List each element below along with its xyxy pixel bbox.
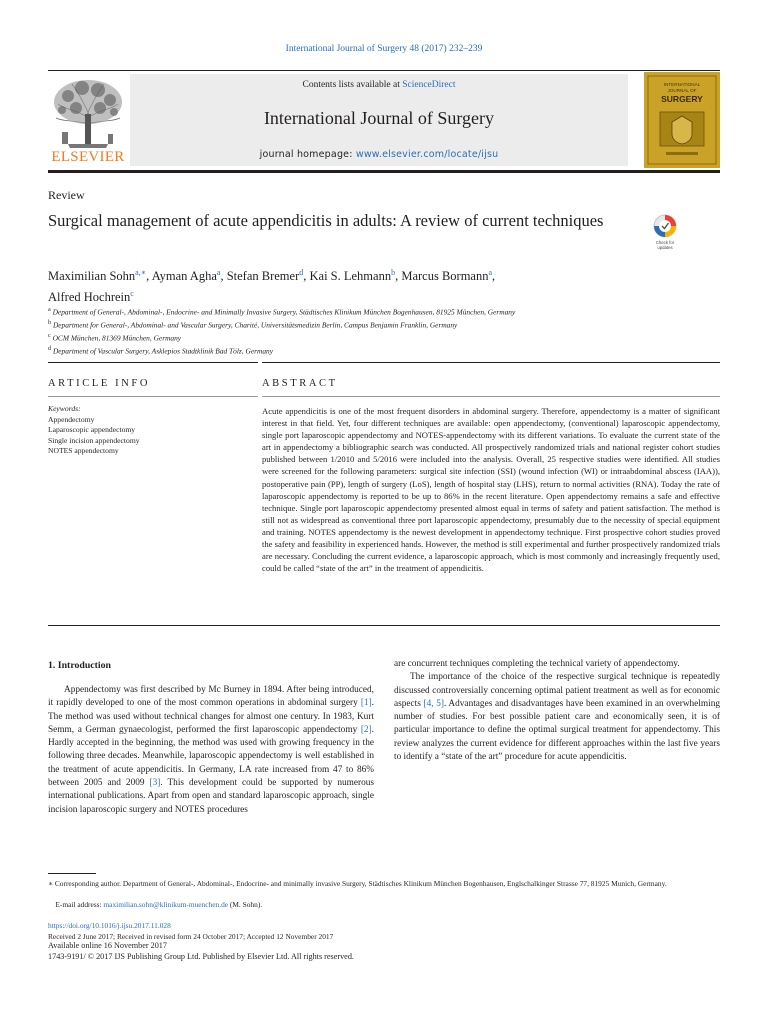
cover-line-3: SURGERY bbox=[661, 94, 703, 104]
affiliation-d: $^d$ Department of Vascular Surgery, Asklepios Stadtklinik Bad Tölz, Germany bbox=[48, 345, 273, 356]
reference-link[interactable]: [2] bbox=[360, 724, 372, 735]
affiliation-a: $^a$ Department of General-, Abdominal-, Endocrine- and Minimally Invasive Surgery, Städtisches Klinikum München Bogenhausen, 81925 München, Germany bbox=[48, 307, 516, 317]
journal-citation[interactable]: International Journal of Surgery 48 (2017) 232–239 bbox=[285, 44, 483, 54]
body-column-right bbox=[394, 658, 720, 764]
journal-homepage-line bbox=[130, 149, 628, 160]
abstract-heading: ABSTRACT bbox=[262, 378, 338, 389]
email-link[interactable]: maximilian.sohn@klinikum-muenchen.de bbox=[103, 900, 229, 909]
intro-paragraph-2: The importance of the choice of the respective surgical technique is repeatedly discussed controversially concerning optimal patient treatment as well as for economic aspects [4, 5]. Advantages and disadvantages have been examined in an overwhelming number of studies. For best possible patient care and economically seen, it is of particular importance to define the optimal surgical treatment for appendectomy. This review analyzes the current evidence for different approaches within the last five years to identify a “state of the art” procedure for acute appendicitis. bbox=[394, 672, 721, 763]
reference-link[interactable]: [3] bbox=[149, 778, 161, 789]
affiliations bbox=[48, 305, 720, 357]
author-1[interactable]: Maximilian Sohn$^{a,∗}$ bbox=[48, 268, 147, 284]
received-dates: Received 2 June 2017; Received in revised form 24 October 2017; Accepted 12 November 2017 bbox=[48, 932, 334, 941]
article-title: Surgical management of acute appendicitis in adults: A review of current techniques bbox=[48, 211, 604, 230]
crossmark-line-2: updates bbox=[657, 245, 673, 250]
email-label: E-mail address: bbox=[55, 900, 104, 909]
cover-line-1: INTERNATIONAL bbox=[663, 82, 701, 87]
contents-line bbox=[130, 80, 628, 90]
intro-paragraph-1-continued: are concurrent techniques completing the technical variety of appendectomy. bbox=[394, 659, 680, 669]
masthead-bottom-rule bbox=[48, 170, 720, 173]
abstract-rule bbox=[262, 396, 720, 397]
elsevier-wordmark: ELSEVIER bbox=[51, 149, 125, 165]
homepage-link[interactable]: www.elsevier.com/locate/ijsu bbox=[355, 149, 499, 160]
article-info-top-rule bbox=[48, 362, 258, 363]
footnote-marker: ∗ bbox=[48, 879, 54, 888]
crossmark-line-1: Check for bbox=[655, 240, 675, 245]
reference-link[interactable]: [1] bbox=[360, 698, 372, 709]
copyright-line: 1743-9191/ © 2017 IJS Publishing Group Ltd. Published by Elsevier Ltd. All rights reserved. bbox=[48, 952, 354, 961]
available-online: Available online 16 November 2017 bbox=[48, 941, 167, 950]
journal-name: International Journal of Surgery bbox=[263, 108, 495, 128]
journal-cover-image[interactable] bbox=[644, 72, 720, 168]
corresponding-author-footnote: ∗ Corresponding author. Department of General-, Abdominal-, Endocrine- and minimally invasive Surgery, Städtisches Klinikum München Bogenhausen, Englschalkinger Strasse 77, 81925 Munich, Germany. bbox=[48, 879, 667, 888]
keywords-block bbox=[48, 404, 248, 457]
author-3[interactable]: Stefan Bremer$^d$ bbox=[226, 268, 304, 284]
author-list: Maximilian Sohn$^{a,∗}$, Ayman Agha$^a$, Stefan Bremer$^d$, Kai S. Lehmann$^b$, Marcus Bormann$^a$, Alfred Hochrein$^c$ bbox=[48, 268, 496, 305]
keyword-item[interactable]: Single incision appendectomy bbox=[48, 435, 140, 445]
abstract-bottom-rule bbox=[48, 625, 720, 626]
check-for-updates-icon[interactable] bbox=[648, 212, 682, 252]
reference-link[interactable]: [4, 5] bbox=[423, 698, 444, 709]
body-column-left bbox=[48, 684, 374, 817]
cover-line-2: JOURNAL OF bbox=[667, 88, 697, 93]
intro-paragraph-1: Appendectomy was first described by Mc Burney in 1894. After being introduced, it rapidly developed to one of the most common operations in abdominal surgery [1]. The method was used without technical changes for almost one century. In 1983, Kurt Semm, a German gynaecologist, performed the first laparoscopic appendectomy [2]. Hardly accepted in the beginning, the method was used with growing frequency in the following three decades. Meanwhile, laparoscopic appendectomy is well established in the treatment of acute appendicitis. In Germany, LA rate increased from 47 to 86% between 2005 and 2009 [3]. This development could be supported by numerous international publications. Apart from open and standard laparoscopic approach, single incision laparoscopic surgery and NOTES procedures bbox=[48, 685, 374, 815]
author-2[interactable]: Ayman Agha$^a$ bbox=[151, 268, 221, 284]
contents-prefix: Contents lists available at bbox=[302, 80, 403, 90]
abstract-text: Acute appendicitis is one of the most frequent disorders in abdominal surgery. Therefore, appendectomy is a matter of significant interest in that field. Yet, four different techniques are available: open appendectomy, (conventional) laparoscopic appendectomy, single port laparoscopic appendectomy and NOTES-appendectomy with its different variations. To evaluate the current state of the art in appendectomy a bibliographic search was conducted. All prospectively randomized trials and national register cohort studies published between 1/2010 and 5/2016 were included into the analysis. Overall, 25 respective studies were identified. All studies were screened for the following parameters: surgical site infection (SSI) (wound infection (WI) or intraabdominal abscess (IAA)), postoperative pain (PP), length of surgery (LoS), length of hospital stay (LHS), return to normal activities (RNA). Today the rate of laparoscopic appendectomy is reported to be up to 86% in the recent literature. Open appendectomy remains a safe and effective technique. Single port laparoscopic appendectomy presented almost equal in terms of safety and patient satisfaction. The method is still not as widespread as conventional three port laparoscopic appendectomy, presumably due to the necessity of special equipment and training. NOTES appendectomy is the newest development in appendectomy technique. First prospective cohort studies proved the safety and feasibility in experienced hands. However, the method is still experimental and further prospectively randomized trials are necessary. Concluding the current evidence, a laparoscopic approach, which is most commonly and increasingly frequently used, could be called “state of the art” in the treatment of appendicitis. bbox=[262, 406, 720, 574]
affiliation-c: $^c$ OCM München, 81369 München, Germany bbox=[48, 332, 182, 343]
author-5[interactable]: Marcus Bormann$^a$ bbox=[401, 268, 493, 284]
doi-link[interactable]: https://doi.org/10.1016/j.ijsu.2017.11.028 bbox=[48, 921, 171, 930]
footnote-rule bbox=[48, 873, 96, 874]
keyword-item[interactable]: Laparoscopic appendectomy bbox=[48, 425, 136, 434]
article-info-heading: ARTICLE INFO bbox=[48, 378, 151, 389]
homepage-prefix: journal homepage: bbox=[259, 149, 356, 160]
article-info-rule bbox=[48, 396, 258, 397]
abstract-top-rule bbox=[262, 362, 720, 363]
author-6[interactable]: Alfred Hochrein$^c$ bbox=[48, 289, 134, 305]
introduction-heading: 1. Introduction bbox=[48, 660, 111, 671]
keywords-label: Keywords: bbox=[48, 404, 81, 413]
keyword-item[interactable]: NOTES appendectomy bbox=[48, 446, 119, 455]
affiliation-b: $^b$ Department for General-, Abdominal- and Vascular Surgery, Charité, Universitätsmedizin Berlin, Campus Benjamin Franklin, Germany bbox=[48, 319, 458, 330]
keyword-item[interactable]: Appendectomy bbox=[48, 414, 95, 424]
author-4[interactable]: Kai S. Lehmann$^b$ bbox=[309, 268, 396, 284]
article-type: Review bbox=[48, 188, 85, 202]
sciencedirect-link[interactable]: ScienceDirect bbox=[402, 80, 456, 90]
masthead-top-rule bbox=[48, 70, 720, 71]
footnote-email-line: E-mail address: maximilian.sohn@klinikum-muenchen.de (M. Sohn). bbox=[55, 900, 263, 909]
